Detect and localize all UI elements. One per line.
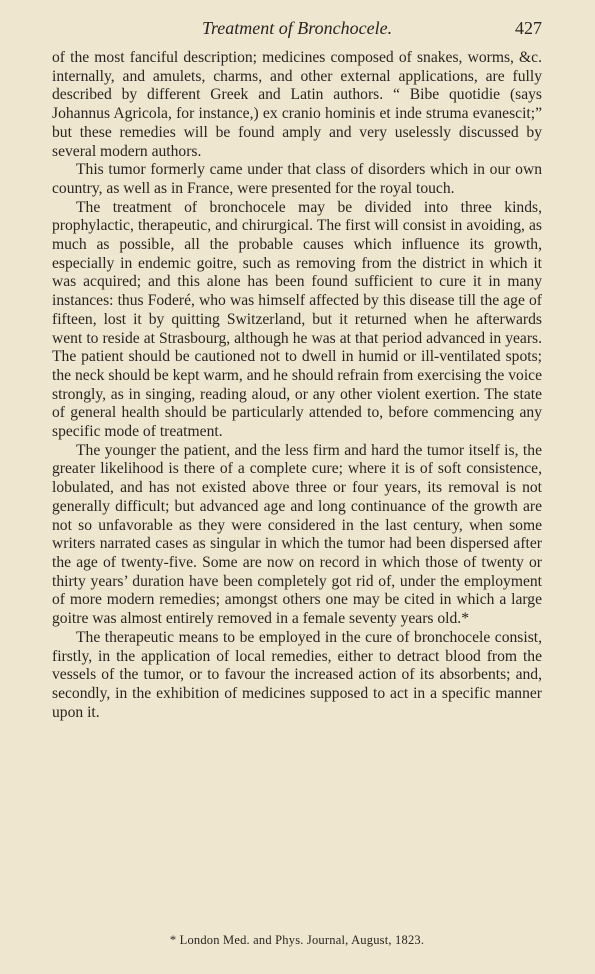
page-number: 427 — [515, 18, 542, 38]
page-header — [52, 16, 542, 42]
paragraph: The therapeutic means to be employed in the cure of bronchocele consist, firstly, in the application of local remedies, either to detract blood from the vessels of the tumor, or to favour the increased action of its absorbents; and, secondly, in the exhibition of medicines supposed to act in a specific manner upon it. — [52, 628, 542, 721]
footnote: * London Med. and Phys. Journal, August, 1823. — [169, 933, 425, 947]
paragraph: of the most fanciful description; medicines composed of snakes, worms, &c. internally, and amulets, charms, and other external applications, are fully described by different Greek and Latin authors. “ Bibe quotidie (says Johannus Agricola, for instance,) ex cranio hominis et inde struma evanescit;” but these remedies will be found amply and very uselessly discussed by several modern authors. — [52, 49, 542, 160]
paragraph: The younger the patient, and the less firm and hard the tumor itself is, the greater likelihood is there of a complete cure; where it is of soft consistence, lobulated, and has not existed above three or four years, its removal is not generally difficult; but advanced age and long continuance of the growth are not so unfavorable as they were considered in the last century, when some writers narrated cases as singular in which the tumor had been dispersed after the age of twenty-five. Some are now on record in which those of twenty or thirty years’ duration have been completely got rid of, under the employment of more modern remedies; amongst others one may be cited in which a large goitre was almost entirely removed in a female seventy years old.* — [52, 441, 542, 628]
running-title: Treatment of Bronchocele. — [201, 18, 393, 38]
body-text — [52, 49, 542, 722]
paragraph: The treatment of bronchocele may be divided into three kinds, prophylactic, therapeutic, and chirurgical. The first will consist in avoiding, as much as possible, all the probable causes which influence its growth, especially in endemic goitre, such as removing from the district in which it was acquired; and this alone has been found sufficient to cure it in many instances: thus Foderé, who was himself affected by this disease till the age of fifteen, lost it by quitting Switzerland, but it returned when he afterwards went to reside at Strasbourg, although he was at that period advanced in years. The patient should be cautioned not to dwell in humid or ill-ventilated spots; the neck should be kept warm, and he should refrain from exercising the voice strongly, as in singing, reading aloud, or any other violent exertion. The state of general health should be particularly attended to, before commencing any specific mode of treatment. — [52, 198, 542, 441]
paragraph: This tumor formerly came under that class of disorders which in our own country, as well as in France, were presented for the royal touch. — [52, 161, 542, 197]
